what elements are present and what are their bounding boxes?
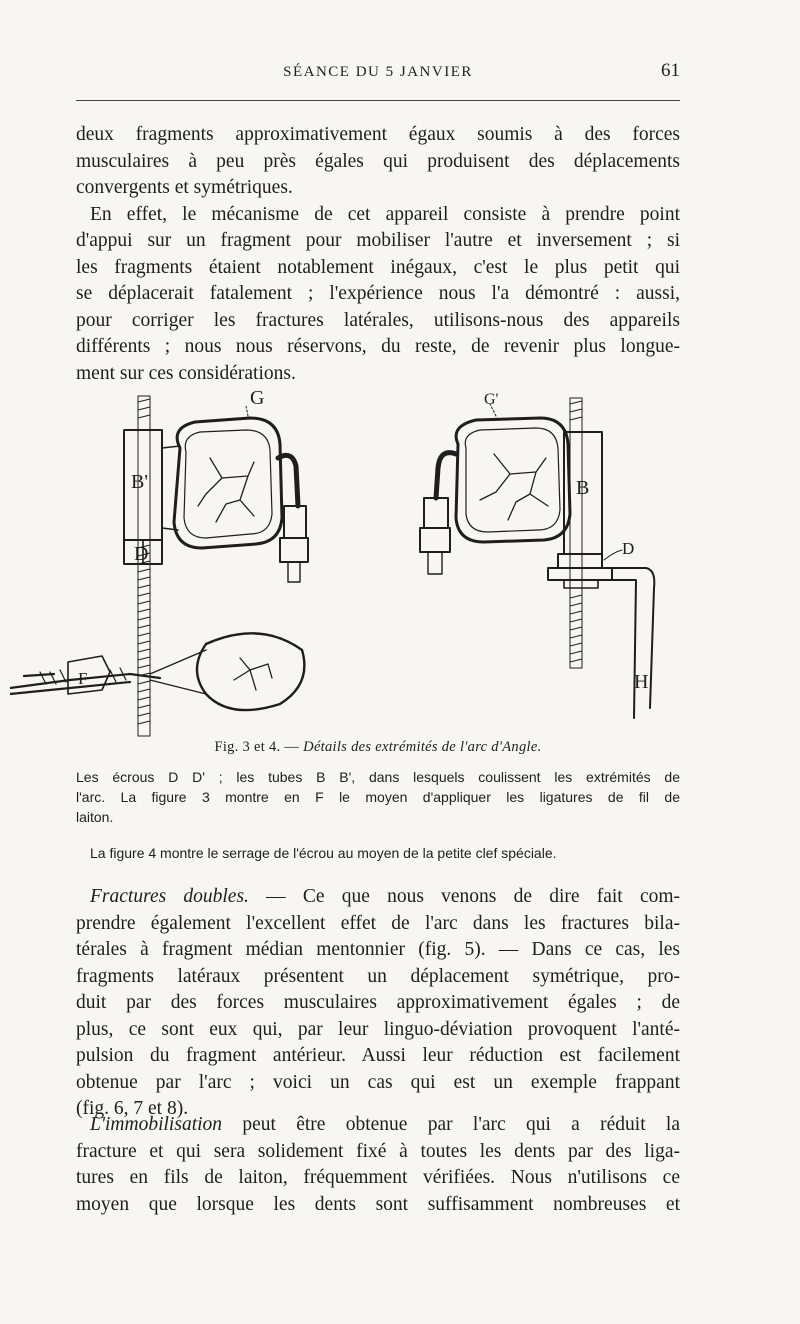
text-line: fracture et qui sera solidement fixé à toutes les dents par des liga-	[76, 1140, 680, 1162]
label-f: F	[78, 669, 88, 688]
text-line: se déplacerait fatalement ; l'expérience nous l'a démontré : aussi,	[76, 283, 680, 304]
text-line: obtenue par l'arc ; voici un cas qui est un exemple frappant	[76, 1071, 680, 1093]
text-line: d'appui sur un fragment pour mobiliser l'autre et inversement ; si	[76, 230, 680, 251]
legend-line: Les écrous D D' ; les tubes B B', dans lesquels coulissent les extrémités de	[76, 769, 680, 785]
text-line: fragments latéraux présentent un déplacement symétrique, pro-	[76, 965, 680, 987]
text-line: deux fragments approximativement égaux soumis à des forces	[76, 124, 680, 145]
label-b-prime: B'	[131, 471, 148, 493]
text-line: prendre également l'excellent effet de l'arc dans les fractures bila-	[76, 912, 680, 934]
legend-line: l'arc. La figure 3 montre en F le moyen d'appliquer les ligatures de fil de	[76, 789, 680, 805]
nut-upper-right	[424, 498, 448, 528]
text-line: musculaires à peu près égales qui produisent des déplacements	[76, 150, 680, 172]
key-h	[610, 568, 654, 718]
label-g: G	[250, 388, 265, 409]
text-line: ment sur ces considérations.	[76, 362, 296, 384]
text-line: pour corriger les fractures latérales, utilisons-nous des appareils	[76, 309, 680, 331]
figure-caption	[76, 739, 680, 756]
text-line: (fig. 6, 7 et 8).	[76, 1098, 189, 1119]
label-h: H	[634, 671, 649, 693]
label-d-right: D	[622, 539, 635, 558]
text-line: convergents et symétriques.	[76, 177, 293, 198]
nut-lower-left	[284, 506, 306, 538]
text-line: différents ; nous nous réservons, du reste, de revenir plus longue-	[76, 336, 680, 357]
page-number: 61	[661, 60, 680, 81]
text-line: pulsion du fragment antérieur. Aussi leur réduction est facilement	[76, 1045, 680, 1066]
caption-prefix: Fig. 3 et 4. —	[214, 739, 300, 755]
running-title: SÉANCE DU 5 JANVIER	[283, 64, 473, 80]
running-header	[76, 60, 680, 94]
italic-term: L'immobilisation	[90, 1114, 223, 1135]
text-line: En effet, le mécanisme de cet appareil consiste à prendre point	[90, 203, 680, 225]
legend-line: La figure 4 montre le serrage de l'écrou au moyen de la petite clef spéciale.	[90, 845, 557, 861]
text-line: térales à fragment médian mentonnier (fig. 5). — Dans ce cas, les	[76, 939, 680, 960]
legend-line: laiton.	[76, 809, 114, 825]
text-line: duit par des forces musculaires approximativement égales ; de	[76, 992, 680, 1013]
figure-legend-2	[76, 843, 680, 863]
text-line: plus, ce sont eux qui, par leur linguo-déviation provoquent l'anté-	[76, 1018, 680, 1040]
threaded-rod-left	[138, 396, 150, 736]
text-line: tures en fils de laiton, fréquemment vérifiées. Nous n'utilisons ce	[76, 1167, 680, 1188]
text-line: L'immobilisation peut être obtenue par l'arc qui a réduit la	[90, 1114, 680, 1135]
header-rule	[76, 100, 680, 101]
paragraph-1	[76, 122, 680, 387]
text-line: moyen que lorsque les dents sont suffisamment nombreuses et	[76, 1193, 680, 1215]
figure-legend-1	[76, 767, 680, 827]
label-d: D	[134, 543, 149, 565]
caption-title: Détails des extrémités de l'arc d'Angle.	[303, 739, 542, 755]
label-b: B	[576, 477, 590, 499]
text-line: les fragments étaient notablement inégaux, c'est le plus petit qui	[76, 256, 680, 278]
figure-arch-details	[10, 388, 700, 738]
section-heading: Fractures doubles.	[90, 886, 249, 907]
paragraph-3	[76, 884, 680, 1123]
tooth-right	[456, 418, 570, 542]
nut-d-right	[558, 554, 602, 568]
text-line: Fractures doubles. — Ce que nous venons de dire fait com-	[90, 886, 681, 907]
paragraph-4	[76, 1112, 680, 1218]
label-g-prime: G'	[484, 391, 499, 408]
threaded-rod-right	[570, 398, 582, 668]
